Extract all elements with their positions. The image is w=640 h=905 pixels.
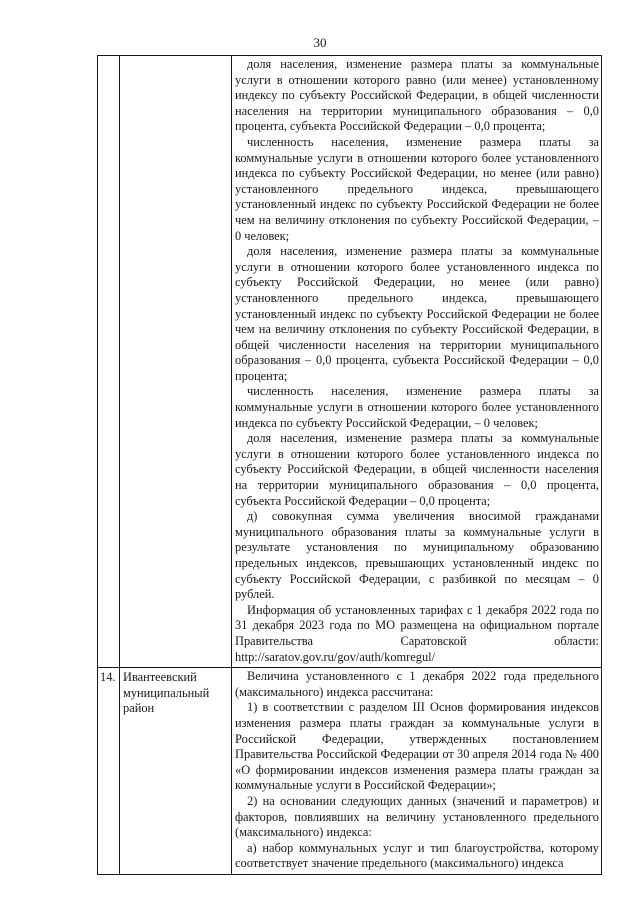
description-cell bbox=[232, 56, 602, 668]
paragraph: доля населения, изменение размера платы за коммунальные услуги в отношении которого более установленного индекса по субъекту Российской Федерации, в общей численности населения на территории муниципального образования – 0,0 процента, субъекта Российской Федерации – 0,0 процента; bbox=[235, 431, 599, 508]
table-row bbox=[98, 668, 602, 875]
paragraph: численность населения, изменение размера платы за коммунальные услуги в отношении которого более установленного индекса по субъекту Российской Федерации, – 0 человек; bbox=[235, 384, 599, 430]
table-row bbox=[98, 56, 602, 668]
paragraph: доля населения, изменение размера платы за коммунальные услуги в отношении которого равно (или менее) установленному индексу по субъекту Российской Федерации, в общей численности населения на территории муниципального образования – 0,0 процента, субъекта Российской Федерации – 0,0 процента; bbox=[235, 57, 599, 134]
paragraph: а) набор коммунальных услуг и тип благоустройства, которому соответствует значение предельного (максимального) индекса bbox=[235, 840, 599, 871]
row-number-cell: 14. bbox=[98, 668, 120, 875]
paragraph: 1) в соответствии с разделом III Основ формирования индексов изменения размера платы граждан за коммунальные услуги в Российской Федерации, утвержденных постановлением Правительства Российской Федерации от 30 апреля 2014 года № 400 «О формировании индексов изменения размера платы граждан за коммунальные услуги в Российской Федерации»; bbox=[235, 700, 599, 793]
paragraph: Информация об установленных тарифах с 1 декабря 2022 года по 31 декабря 2023 года по МО размещена на официальном портале Правительства Саратовской области: http://saratov.gov.ru/gov/auth/komregul/ bbox=[235, 602, 599, 664]
row-number-cell bbox=[98, 56, 120, 668]
paragraph: Величина установленного с 1 декабря 2022 года предельного (максимального) индекса рассчитана: bbox=[235, 669, 599, 699]
municipality-name-cell: Ивантеевский муниципальный район bbox=[120, 668, 232, 875]
paragraph: численность населения, изменение размера платы за коммунальные услуги в отношении которого более установленного индекса по субъекту Российской Федерации, но менее (или равно) установленного предельного индекса, превышающего установленный индекс по субъекту Российской Федерации не более чем на величину отклонения по субъекту Российской Федерации, – 0 человек; bbox=[235, 134, 599, 243]
description-cell bbox=[232, 668, 602, 875]
page-number: 30 bbox=[313, 35, 327, 50]
document-table bbox=[97, 55, 602, 875]
paragraph: д) совокупная сумма увеличения вносимой гражданами муниципального образования платы за коммунальные услуги в результате установления по муниципальному образованию предельных индексов, превышающих установленный индекс по субъекту Российской Федерации, с разбивкой по месяцам – 0 рублей. bbox=[235, 509, 599, 602]
paragraph: 2) на основании следующих данных (значений и параметров) и факторов, повлиявших на величину установленного предельного (максимального) индекса: bbox=[235, 793, 599, 840]
paragraph: доля населения, изменение размера платы за коммунальные услуги в отношении которого более установленного индекса по субъекту Российской Федерации, но менее (или равно) установленного предельного индекса, превышающего установленный индекс по субъекту Российской Федерации не более чем на величину отклонения по субъекту Российской Федерации, в общей численности населения на территории муниципального образования – 0,0 процента, субъекта Российской Федерации – 0,0 процента; bbox=[235, 244, 599, 383]
municipality-name-cell bbox=[120, 56, 232, 668]
